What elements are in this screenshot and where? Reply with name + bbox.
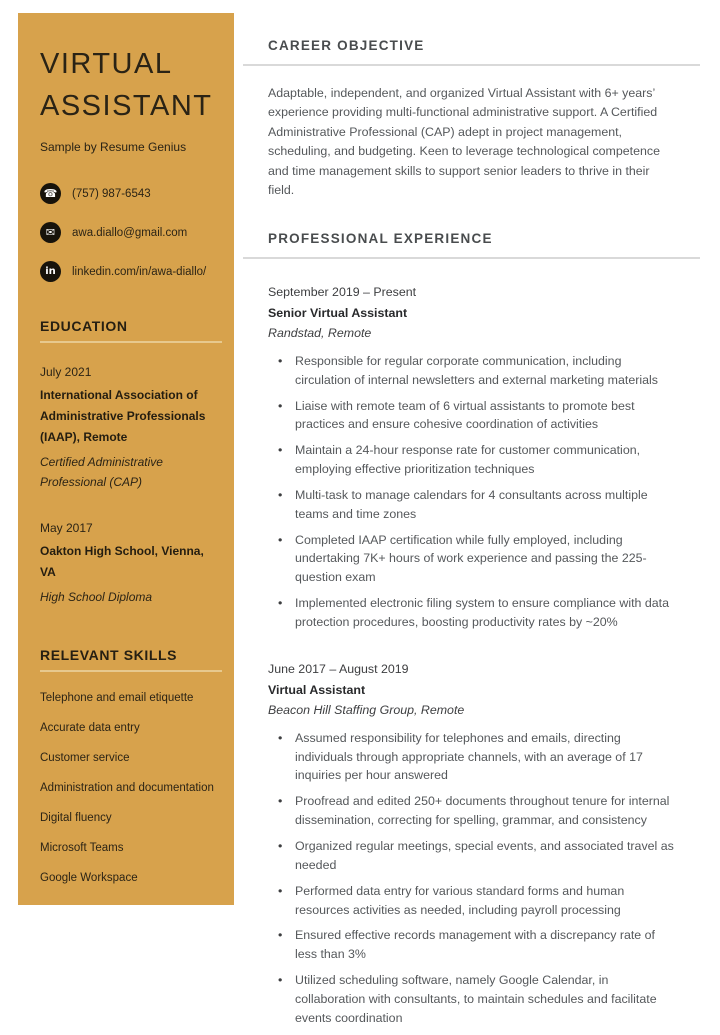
education-school: International Association of Administrative Professionals (IAAP), Remote (40, 388, 206, 444)
linkedin-url[interactable]: linkedin.com/in/awa-diallo/ (72, 265, 207, 278)
skills-list (40, 692, 222, 884)
job-title: Virtual Assistant (268, 682, 366, 697)
job-company: Beacon Hill Staffing Group, Remote (268, 702, 465, 717)
job-entry-virtual-assistant (268, 662, 676, 1028)
contact-row-email[interactable] (40, 222, 222, 243)
education-school: Oakton High School, Vienna, VA (40, 543, 204, 579)
bullet-list (268, 352, 676, 632)
resume-title-line1: VIRTUAL (40, 48, 173, 80)
professional-experience-heading: PROFESSIONAL EXPERIENCE (243, 231, 700, 259)
education-entries (40, 365, 222, 607)
phone-number: (757) 987-6543 (72, 187, 151, 200)
education-date: May 2017 (40, 520, 93, 535)
contact-row-linkedin[interactable] (40, 261, 222, 282)
skill-item: Accurate data entry (40, 722, 140, 735)
bullet-list (268, 729, 676, 1028)
bullet-item: • Performed data entry for various standard forms and human resources activities as needed, including payroll processing (268, 882, 676, 920)
career-objective-heading: CAREER OBJECTIVE (243, 38, 700, 66)
main-content (243, 0, 700, 1035)
skill-item: Digital fluency (40, 812, 112, 825)
sidebar (18, 13, 234, 905)
job-title: Senior Virtual Assistant (268, 305, 408, 320)
email-address[interactable]: awa.diallo@gmail.com (72, 226, 188, 239)
job-company: Randstad, Remote (268, 325, 372, 340)
contact-list (40, 183, 222, 282)
phone-icon: ☎ (40, 183, 61, 204)
bullet-item: • Ensured effective records management with a discrepancy rate of less than 3% (268, 926, 676, 964)
skill-item: Google Workspace (40, 872, 138, 885)
bullet-item: • Utilized scheduling software, namely Google Calendar, in collaboration with consultants, to maintain schedules and facilitate events coordination (268, 971, 676, 1028)
skills-section (40, 647, 222, 884)
sample-credit: Sample by Resume Genius (40, 140, 187, 154)
career-objective-text: Adaptable, independent, and organized Virtual Assistant with 6+ years’ experience providing multi-functional administrative support. A Certified Administrative Professional (CAP) adept in project management, scheduling, and budgeting. Keen to leverage technological competence and time management skills to support senior leaders to thrive in their field. (268, 86, 660, 198)
education-degree: Certified Administrative Professional (CAP) (40, 455, 163, 490)
contact-row-phone (40, 183, 222, 204)
skill-item: Customer service (40, 752, 130, 765)
bullet-item: • Liaise with remote team of 6 virtual assistants to promote best practices and ensure cohesive coordination of activities (268, 397, 676, 435)
bullet-item: • Assumed responsibility for telephones and emails, directing individuals through appropriate channels, with an average of 17 inquiries per hour answered (268, 729, 676, 786)
bullet-item: • Proofread and edited 250+ documents throughout tenure for internal dissemination, correcting for spelling, grammar, and consistency (268, 792, 676, 830)
education-entry (40, 521, 222, 607)
email-icon: ✉ (40, 222, 61, 243)
bullet-item: • Multi-task to manage calendars for 4 consultants across multiple teams and time zones (268, 486, 676, 524)
bullet-item: • Responsible for regular corporate communication, including circulation of internal newsletters and external marketing materials (268, 352, 676, 390)
bullet-item: • Organized regular meetings, special events, and associated travel as needed (268, 837, 676, 875)
education-degree: High School Diploma (40, 589, 153, 604)
education-section (40, 318, 222, 607)
skill-item: Telephone and email etiquette (40, 692, 194, 705)
job-entry-senior-virtual-assistant (268, 285, 676, 632)
education-entry (40, 365, 222, 493)
bullet-item: • Maintain a 24-hour response rate for customer communication, employing effective prioritization techniques (268, 441, 676, 479)
resume-title (40, 43, 222, 127)
job-dates: June 2017 – August 2019 (268, 661, 409, 676)
skills-heading: RELEVANT SKILLS (40, 647, 222, 672)
bullet-item: • Completed IAAP certification while fully employed, including undertaking 7K+ hours of work experience and passing the 225-question exam (268, 531, 676, 588)
bullet-item: • Implemented electronic filing system to ensure compliance with data protection procedures, boosting productivity rates by ~20% (268, 594, 676, 632)
education-heading: EDUCATION (40, 318, 222, 343)
education-date: July 2021 (40, 365, 92, 379)
linkedin-icon: in (40, 261, 61, 282)
skill-item: Microsoft Teams (40, 842, 124, 855)
skill-item: Administration and documentation (40, 782, 214, 795)
resume-title-line2: ASSISTANT (40, 90, 213, 122)
job-dates: September 2019 – Present (268, 284, 417, 299)
